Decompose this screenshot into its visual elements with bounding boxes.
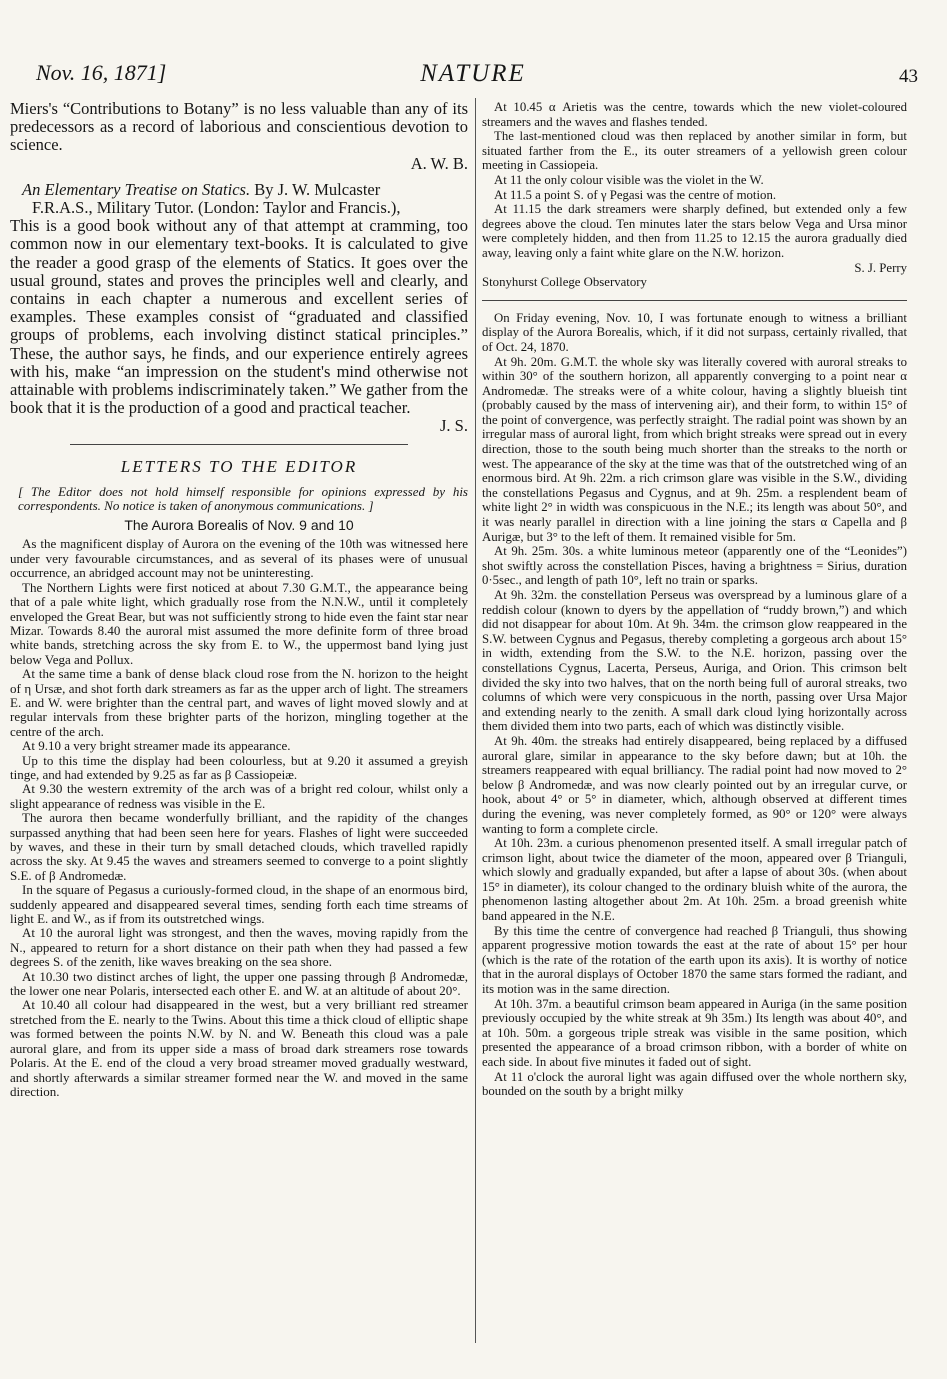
letter-title: The Aurora Borealis of Nov. 9 and 10 (124, 517, 354, 534)
paragraph: At 9h. 32m. the constellation Perseus was overspread by a luminous glare of a reddish colour (known to dyers by the appellation of “ruddy brown,”) and which did not disappear for about 10m. At 9h. 34m. the crimson glow reappeared in the S.W. between Cygnus and Pegasus, thereby completing a gorgeous arch about 15° in width, extending from the S.W. to the N.E. horizon, passing over the constellations Cygnus, Lacerta, Perseus, Auriga, and Orion. This crimson belt divided the sky into two halves, that on the north being full of auroral streaks, two columns of which were very conspicuous in the north, passing over Ursa Major and extending nearly to the zenith. A small dark cloud lying horizontally across them divided them into two parts, each of which was distinctly visible. (482, 588, 907, 734)
review-miers (10, 100, 468, 173)
paragraph: As the magnificent display of Aurora on the evening of the 10th was witnessed here under very favourable circumstances, and as several of its phases were of unusual occurrence, an abridged account may not be uninteresting. (10, 536, 468, 581)
paragraph: At 10h. 37m. a beautiful crimson beam appeared in Auriga (in the same position previously occupied by the white streak at 9h 35m.) Its length was about 40°, and at 10h. 50m. a gorgeous triple streak was visible in the same position, which presented the appearance of a broad crimson ribbon, with a border of white on each side. In about five minutes it faded out of sight. (482, 996, 907, 1069)
letter-body-right-b (482, 311, 907, 1099)
paragraph: Up to this time the display had been colourless, but at 9.20 it assumed a greyish tinge, and had extended by 9.25 as far as β Cassiopeiæ. (10, 752, 468, 782)
column-divider (475, 98, 476, 1343)
paragraph: At 9h. 25m. 30s. a white luminous meteor (apparently one of the “Leonides”) shot swiftly across the constellation Pisces, having a brightness = Sirius, duration 0·5sec., and length of path 10°, left no train or sparks. (482, 544, 907, 588)
page-number: 43 (899, 66, 918, 87)
paragraph: At 9.30 the western extremity of the arch was of a bright red colour, whilst only a slight appearance of redness was visible in the E. (10, 781, 468, 811)
letter-body-left (10, 537, 468, 1099)
journal-title: NATURE (420, 60, 526, 87)
issue-date: Nov. 16, 1871] (36, 60, 167, 85)
paragraph: At 9.10 a very bright streamer made its appearance. (22, 738, 291, 754)
paragraph: On Friday evening, Nov. 10, I was fortunate enough to witness a brilliant display of the Aurora Borealis, which, if it did not surpass, certainly rivalled, that of Oct. 24, 1870. (482, 310, 907, 354)
miers-text: Miers's “Contributions to Botany” is no less valuable than any of its predecessors as a record of laborious and conscientious devotion to science. (10, 99, 468, 155)
paragraph: At 10.40 all colour had disappeared in the west, but a very brilliant red streamer stretched from the E. nearly to the Twins. About this time a thick cloud of elliptic shape was formed between the points N.W. by N. and W. Beneath this cloud was a pale auroral glare, and from its upper side a mass of broad dark streamers rose towards Polaris. At the E. end of the cloud a very broad streamer moved gradually westward, and shortly afterwards a similar streamer formed near the W. and moved in the same direction. (10, 997, 468, 1099)
paragraph: By this time the centre of convergence had reached β Trianguli, thus showing apparent progressive motion towards the east at the rate of about 15° per hour (which is the rate of the rotation of the earth upon its axis). It is worthy of notice that in the auroral displays of October 1870 the same stars formed the radiant, and its motion was in the same direction. (482, 923, 907, 997)
paragraph: At 11 the only colour visible was the violet in the W. (494, 172, 764, 187)
paragraph: At 10.30 two distinct arches of light, the upper one passing through β Andromedæ, the lower one near Polaris, intersected each other E. and W. at an altitude of about 20°. (10, 968, 468, 999)
paragraph: At the same time a bank of dense black cloud rose from the N. horizon to the height of η Ursæ, and shot forth dark streamers as far as the upper arch of light. The streamers E. and W. were brighter than the central part, and waves of light moved slowly and at regular intervals from these brighter parts of the horizon, mingling together at the centre of the arch. (10, 666, 468, 739)
review-body: This is a good book without any of that attempt at cramming, too common now in our elementary text-books. It is calculated to give the reader a good grasp of the elements of Statics. It goes over the usual ground, states and proves the principles well and clearly, and contains in each chapter a numerous and excellent series of examples. These examples consist of “graduated and classified groups of problems, each involving distinct statical principles.” These, the author says, he finds, and our experience entirely agrees with his, make “an impression on the student's mind otherwise not attainable with problems indiscriminately taken.” We gather from the book that it is the production of a good and practical teacher. (10, 216, 468, 418)
paragraph: In the square of Pegasus a curiously-formed cloud, in the shape of an enormous bird, suddenly appeared and disappeared several times, sending forth each time streams of light E. and W., as if from its outstretched wings. (10, 882, 468, 927)
section-title: LETTERS TO THE EDITOR (120, 456, 358, 476)
letter-place: Stonyhurst College Observatory (482, 275, 647, 290)
right-column (482, 100, 907, 1099)
editor-disclaimer: [ The Editor does not hold himself responsible for opinions expressed by his correspondents. No notice is taken of anonymous communications. ] (18, 483, 468, 514)
paragraph: The last-mentioned cloud was then replaced by another similar in form, but situated farther from the E., its outer streamers of a yellowish green colour meeting in Cassiopeia. (482, 129, 907, 173)
paragraph: At 9h. 20m. G.M.T. the whole sky was literally covered with auroral streaks to within 30° of the southern horizon, all apparently converging to a point near α Andromedæ. The streaks were of a white colour, having a slightly blueish tint (probably caused by the mass of intervening air), and their form, to within 15° of the point of convergence, was perfectly straight. The radial point was shown by an irregular mass of auroral light, from which bright streaks were spread out in every direction, those to the south being much shorter than the streaks to the north or west. The appearance of the sky at the time was that of the outstretched wing of an enormous bird. At 9h. 22m. a rich crimson glare was visible in the S.W., dividing the constellations Pegasus and Cygnus, and at 9h. 25m. a resplendent beam of white light 2° in width was conspicuous in the N.E.; its length was about 50°, and it was nearly parallel in direction with a line joining the stars α Capella and β Aurigæ, but 3° to the left of them. It remained visible for 5m. (482, 354, 907, 544)
paragraph: At 9h. 40m. the streaks had entirely disappeared, being replaced by a diffused auroral glare, similar in appearance to the sky before dawn; but at 10h. the streamers reappeared with equal brilliancy. The radial point had now moved to 2° below β Andromedæ, and was now clearly pointed out by an irregular curve, or hook, about 4° or 5° in diameter, which, although observed at different times during the evening, was never completely formed, as 90° or 120° were always wanting to form a complete circle. (482, 733, 907, 836)
review-publisher: F.R.A.S., Military Tutor. (London: Taylor and Francis.), (32, 198, 401, 218)
letter-signature: S. J. Perry (854, 260, 907, 275)
paragraph: At 11.15 the dark streamers were sharply defined, but extended only a few degrees above the cloud. Ten minutes later the stars below Vega and Ursa minor were completely hidden, and then from 11.25 to 12.15 the aurora gradually died away, leaving only a faint white glare on the N.W. horizon. (482, 202, 907, 260)
review-signature: J. S. (440, 416, 468, 436)
paragraph: At 10.45 α Arietis was the centre, towards which the new violet-coloured streamers and the waves and flashes tended. (482, 100, 907, 129)
review-statics (10, 181, 468, 436)
paragraph: At 10h. 23m. a curious phenomenon presented itself. A small irregular patch of crimson light, about twice the diameter of the moon, appeared over β Trianguli, which slowly and gradually expanded, but after a lapse of about 30s. (when about 15° in diameter), its colour changed to the ordinary bluish white of the aurora, the phenomenon lasting altogether about 2m. At 10h. 25m. a broad greenish white band appeared in the N.E. (482, 836, 907, 924)
paragraph: At 10 the auroral light was strongest, and then the waves, moving rapidly from the N., appeared to return for a short distance on their path when they had passed a few degrees S. of the zenith, like waves breaking on the sea shore. (10, 925, 468, 970)
miers-signature: A. W. B. (410, 153, 468, 173)
paragraph: The Northern Lights were first noticed at about 7.30 G.M.T., the appearance being that of a pale white light, which gradually rose from the N.N.W., until it completely enveloped the Great Bear, but was not sufficiently strong to hide even the faint star near Mizar. Towards 8.40 the auroral mist assumed the more definite form of three broad white bands, stretching across the sky from E. to W., the uppermost band lying just below Vega and Pollux. (10, 579, 468, 667)
review-title: An Elementary Treatise on Statics. (22, 179, 251, 199)
paragraph: The aurora then became wonderfully brilliant, and the rapidity of the changes surpassed anything that had been seen here for years. Flashes of light were succeeded by waves, and these in their turn by small detached clouds, which travelled rapidly across the sky. At 9.45 the waves and streamers seemed to converge to a point slightly S.E. of β Andromedæ. (10, 810, 468, 883)
section-rule (70, 444, 408, 445)
review-author: By J. W. Mulcaster (254, 179, 381, 199)
letter-rule (482, 300, 907, 301)
paragraph: At 11.5 a point S. of γ Pegasi was the centre of motion. (494, 187, 777, 202)
paragraph: At 11 o'clock the auroral light was again diffused over the whole northern sky, bounded on the south by a bright milky (482, 1069, 907, 1099)
left-column (10, 100, 468, 1099)
letter-body-right-a (482, 100, 907, 290)
page-header (28, 60, 918, 96)
